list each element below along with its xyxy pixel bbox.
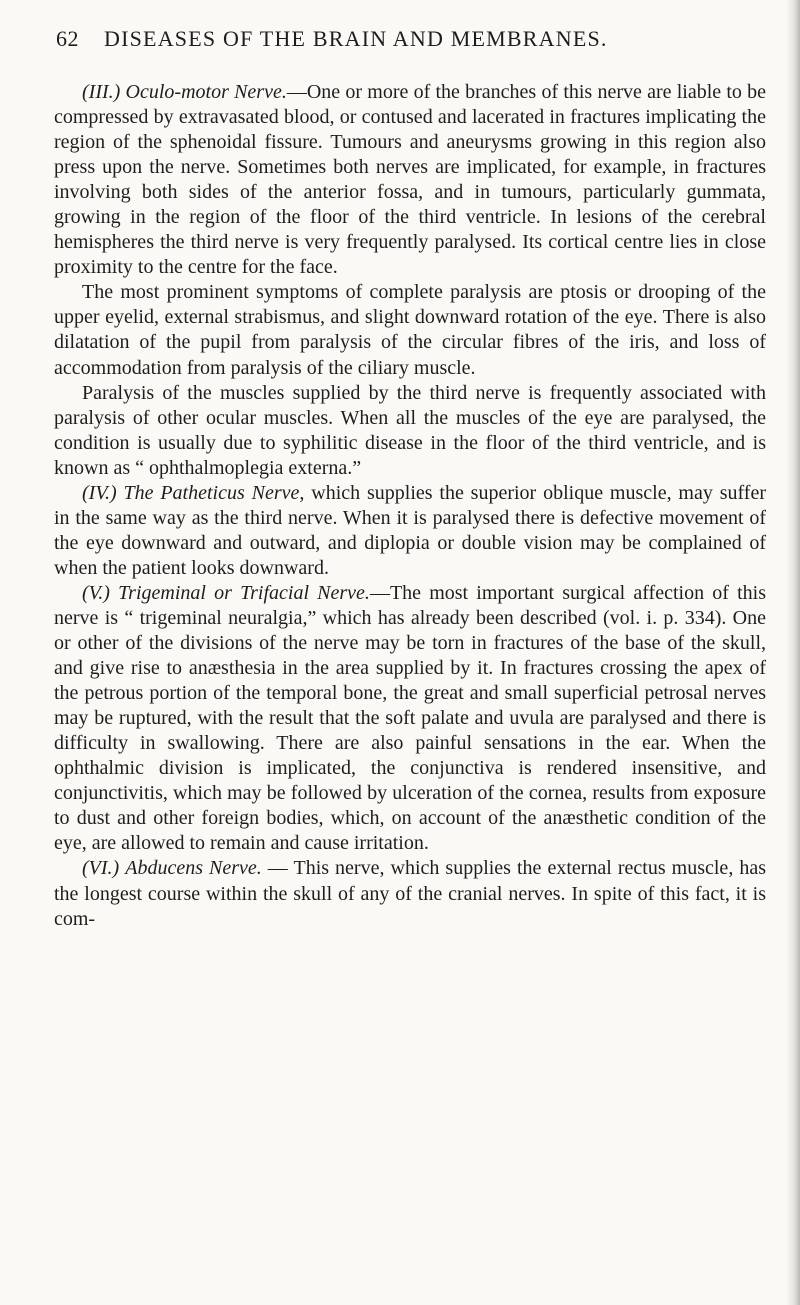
section-label: (III.) bbox=[82, 81, 121, 103]
section-label: (VI.) bbox=[82, 857, 120, 880]
paragraph-symptoms bbox=[54, 280, 766, 380]
paragraph-text: which supplies the superior oblique muscle, may suffer in the same way as the third nerve. When it is paralysed there is defective movement of the eye downward and outward, and diplopia or double vision may be complained of when the patient looks downward. bbox=[54, 481, 767, 579]
paragraph-trigeminal bbox=[54, 581, 766, 857]
nerve-name: Oculo-motor Nerve. bbox=[125, 81, 287, 103]
paragraph-oculo-motor bbox=[54, 80, 766, 280]
paragraph-text: —One or more of the branches of this nerve are liable to be compressed by extravasated blood, or contused and lacerated in fractures implicating the region of the sphenoidal fissure. Tumours and aneurysms growing in this region also press upon the nerve. Sometimes both nerves are implicated, for example, in fractures involving both sides of the anterior fossa, and in tumours, particularly gummata, growing in the region of the floor of the third ventricle. In lesions of the cerebral hemispheres the third nerve is very frequently paralysed. Its cortical centre lies in close proximity to the centre for the face. bbox=[54, 81, 767, 279]
body-text bbox=[54, 80, 766, 932]
section-label: (V.) bbox=[82, 581, 110, 604]
paragraph-text: The most prominent symptoms of complete paralysis are ptosis or drooping of the upper eyelid, external strabismus, and slight downward rotation of the eye. There is also dilatation of the pupil from paralysis of the circular fibres of the iris, and loss of accommodation from paralysis of the ciliary muscle. bbox=[54, 281, 766, 379]
paragraph-abducens bbox=[54, 856, 766, 931]
paragraph-text: — This nerve, which supplies the external rectus muscle, has the longest course within the skull of any of the cranial nerves. In spite of this fact, it is com- bbox=[54, 857, 766, 930]
nerve-name: Trigeminal or Trifacial Nerve. bbox=[118, 581, 370, 604]
page-scan-edge bbox=[786, 0, 800, 1305]
paragraph-ophthalmoplegia bbox=[54, 381, 766, 481]
paragraph-text: —The most important surgical affection of this nerve is “ trigeminal neuralgia,” which has already been described (vol. i. p. 334). One or other of the divisions of the nerve may be torn in fractures of the base of the skull, and give rise to anæsthesia in the area supplied by it. In fractures crossing the apex of the petrous portion of the temporal bone, the great and small superficial petrosal nerves may be ruptured, with the result that the soft palate and uvula are paralysed and there is difficulty in swallowing. There are also painful sensations in the ear. When the ophthalmic division is implicated, the conjunctiva is rendered insensitive, and conjunctivitis, which may be followed by ulceration of the cornea, results from exposure to dust and other foreign bodies, which, on account of the anæsthetic condition of the eye, are allowed to remain and cause irritation. bbox=[54, 581, 766, 855]
paragraph-patheticus bbox=[54, 481, 766, 581]
paragraph-text: Paralysis of the muscles supplied by the third nerve is frequently associated with paralysis of other ocular muscles. When all the muscles of the eye are paralysed, the condition is usually due to syphilitic disease in the floor of the third ventricle, and is known as “ ophthalmoplegia externa.” bbox=[54, 381, 766, 479]
running-title: DISEASES OF THE BRAIN AND MEMBRANES. bbox=[104, 26, 608, 51]
nerve-name: The Patheticus Nerve, bbox=[123, 481, 305, 504]
nerve-name: Abducens Nerve. bbox=[125, 857, 262, 880]
section-label: (IV.) bbox=[82, 481, 117, 504]
page-header bbox=[56, 26, 766, 60]
page-number: 62 bbox=[56, 26, 79, 51]
